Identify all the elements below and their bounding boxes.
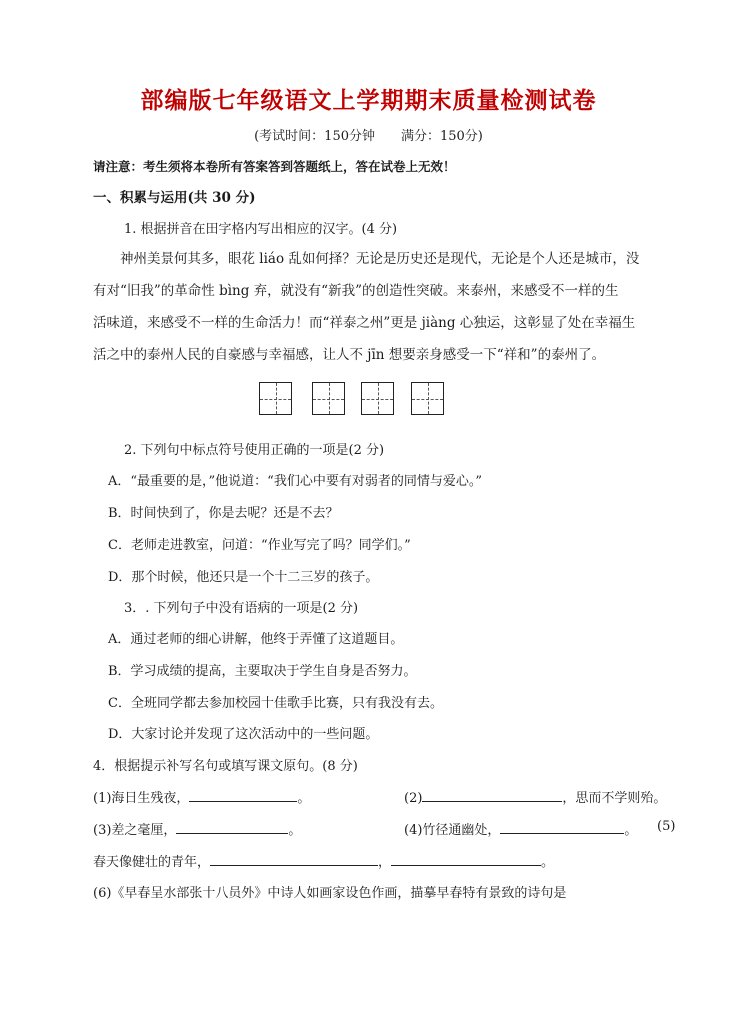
- tianzige-box-4[interactable]: [411, 382, 444, 415]
- page-title: 部编版七年级语文上学期期末质量检测试卷: [140, 87, 597, 114]
- section-heading: 一、积累与运用(共 30 分): [93, 190, 256, 206]
- question-3-option-b: B．学习成绩的提高，主要取决于学生自身是否努力。: [108, 664, 417, 679]
- exam-info: (考试时间：150分钟 满分：150分): [254, 129, 483, 144]
- fill-item-4-text: (4)竹径通幽处，: [404, 823, 501, 838]
- answer-blank-1[interactable]: [189, 788, 297, 802]
- question-3-option-d: D．大家讨论并发现了这次活动中的一些问题。: [108, 727, 379, 742]
- fill-item-1: [93, 787, 310, 806]
- question-1-line: 活味道，来感受不一样的生命活力！而“祥泰之州”更是 jiàng 心独运，这彰显了处在幸福生: [93, 315, 636, 331]
- fill-item-3: [93, 819, 301, 838]
- question-2-option-d: D．那个时候，他还只是一个十二三岁的孩子。: [108, 570, 379, 585]
- question-3-prompt: 3．. 下列句子中没有语病的一项是(2 分): [124, 601, 359, 616]
- tianzige-box-1[interactable]: [259, 382, 292, 415]
- question-1-line: 神州美景何其多，眼花 liáo 乱如何择？无论是历史还是现代，无论是个人还是城市，没: [120, 251, 640, 267]
- fill-item-5: [93, 851, 554, 870]
- answer-blank-3[interactable]: [176, 820, 288, 834]
- fill-item-2-text: ，思而不学则殆。: [562, 791, 667, 806]
- question-2-option-b: B．时间快到了，你是去呢？还是不去？: [108, 506, 339, 521]
- fill-item-1-text: (1)海日生残夜，: [93, 791, 190, 806]
- answer-blank-2[interactable]: [422, 788, 562, 802]
- notice: 请注意：考生须将本卷所有答案答到答题纸上，答在试卷上无效！: [93, 159, 456, 174]
- fill-item-2-num: (2): [404, 791, 423, 806]
- tianzige-box-2[interactable]: [312, 382, 345, 415]
- question-1-prompt: 1. 根据拼音在田字格内写出相应的汉字。(4 分): [124, 222, 398, 237]
- question-2-option-a: A．“最重要的是，”他说道：“我们心中要有对弱者的同情与爱心。”: [108, 474, 482, 489]
- period: 。: [541, 855, 555, 870]
- question-2-option-c: C．老师走进教室，问道：“作业写完了吗？同学们。”: [108, 538, 411, 553]
- fill-item-3-text: (3)差之毫厘，: [93, 823, 177, 838]
- answer-blank-4[interactable]: [500, 820, 624, 834]
- period: 。: [288, 823, 302, 838]
- question-1-line: 活之中的泰州人民的自豪感与幸福感，让人不 jīn 想要亲身感受一下“祥和”的泰州了。: [93, 347, 606, 363]
- question-3-option-a: A．通过老师的细心讲解，他终于弄懂了这道题目。: [108, 632, 404, 647]
- fill-item-2: [404, 787, 666, 806]
- comma: ，: [378, 855, 392, 870]
- tianzige-box-3[interactable]: [361, 382, 394, 415]
- fill-item-5-num: (5): [657, 819, 676, 834]
- period: 。: [624, 823, 638, 838]
- period: 。: [297, 791, 311, 806]
- question-4-prompt: 4．根据提示补写名句或填写课文原句。(8 分): [93, 759, 358, 774]
- fill-item-6: (6)《早春呈水部张十八员外》中诗人如画家设色作画，描摹早春特有景致的诗句是: [93, 886, 567, 901]
- fill-item-4: [404, 819, 637, 838]
- question-2-prompt: 2. 下列句中标点符号使用正确的一项是(2 分): [124, 443, 385, 458]
- answer-blank-5b[interactable]: [391, 852, 541, 866]
- question-1-line: 有对“旧我”的革命性 bìng 弃，就没有“新我”的创造性突破。来泰州，来感受不一样的生: [93, 283, 619, 299]
- fill-item-5-text: 春天像健壮的青年，: [93, 855, 211, 870]
- answer-blank-5a[interactable]: [210, 852, 378, 866]
- question-3-option-c: C．全班同学都去参加校园十佳歌手比赛，只有我没有去。: [108, 696, 443, 711]
